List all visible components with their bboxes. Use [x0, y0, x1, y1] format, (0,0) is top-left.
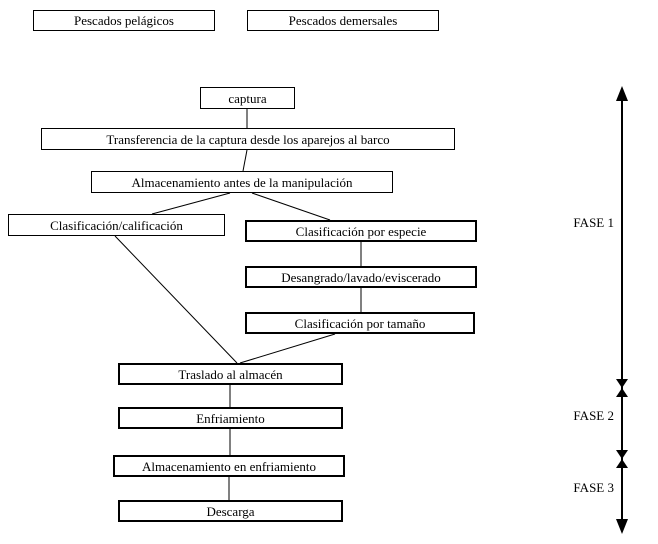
node-enfriamiento: Enfriamiento — [118, 407, 343, 429]
connector-transferencia-almacenamiento — [243, 150, 247, 171]
node-captura: captura — [200, 87, 295, 109]
node-traslado-al-almacen: Traslado al almacén — [118, 363, 343, 385]
node-descarga: Descarga — [118, 500, 343, 522]
node-clasificacion-por-especie: Clasificación por especie — [245, 220, 477, 242]
phase-divider-2-icon — [616, 450, 628, 468]
connector-tamano-traslado — [240, 334, 335, 363]
node-transferencia: Transferencia de la captura desde los aparejos al barco — [41, 128, 455, 150]
node-clasificacion-calificacion: Clasificación/calificación — [8, 214, 225, 236]
node-clasificacion-por-tamano: Clasificación por tamaño — [245, 312, 475, 334]
node-almacenamiento-pre-manipulacion: Almacenamiento antes de la manipulación — [91, 171, 393, 193]
connector-calificacion-traslado — [115, 236, 237, 363]
phase-divider-1-icon — [616, 379, 628, 397]
legend-pescados-pelagicos: Pescados pelágicos — [33, 10, 215, 31]
connector-almacenamiento-calificacion — [152, 193, 230, 214]
node-desangrado-lavado-eviscerado: Desangrado/lavado/eviscerado — [245, 266, 477, 288]
phase-label-fase-3: FASE 3 — [560, 480, 614, 496]
connector-almacenamiento-especie — [252, 193, 330, 220]
legend-pescados-demersales: Pescados demersales — [247, 10, 439, 31]
phase-label-fase-2: FASE 2 — [560, 408, 614, 424]
node-almacenamiento-en-enfriamiento: Almacenamiento en enfriamiento — [113, 455, 345, 477]
arrow-up-icon — [616, 86, 628, 101]
phase-label-fase-1: FASE 1 — [560, 215, 614, 231]
arrow-down-icon — [616, 519, 628, 534]
